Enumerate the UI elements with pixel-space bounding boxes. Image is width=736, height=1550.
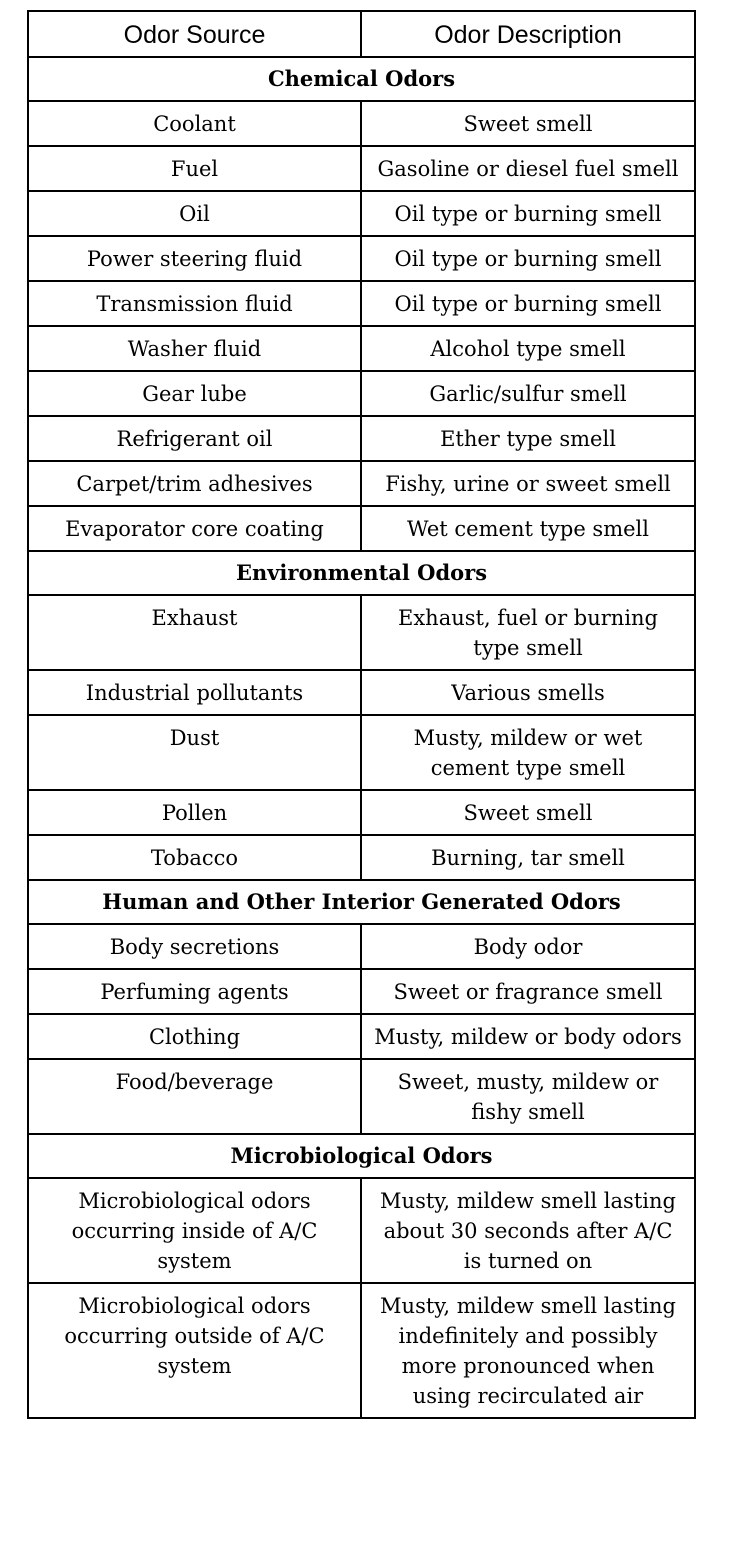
section-title: Chemical Odors (28, 57, 695, 101)
odor-description-cell: Oil type or burning smell (361, 236, 695, 281)
odor-source-cell: Gear lube (28, 371, 361, 416)
odor-source-cell: Oil (28, 191, 361, 236)
table-row (28, 670, 695, 715)
odor-source-cell: Pollen (28, 790, 361, 835)
odor-source-cell: Refrigerant oil (28, 416, 361, 461)
table-row (28, 281, 695, 326)
odor-description-cell: Garlic/sulfur smell (361, 371, 695, 416)
table-row (28, 924, 695, 969)
table-row (28, 1283, 695, 1418)
table-row (28, 506, 695, 551)
odor-description-cell: Wet cement type smell (361, 506, 695, 551)
section-row (28, 880, 695, 924)
odor-description-cell: Musty, mildew smell lasting about 30 seconds after A/C is turned on (361, 1178, 695, 1283)
table-row (28, 371, 695, 416)
odor-description-cell: Sweet smell (361, 101, 695, 146)
table-row (28, 416, 695, 461)
odor-source-cell: Coolant (28, 101, 361, 146)
table-row (28, 835, 695, 880)
odor-description-cell: Various smells (361, 670, 695, 715)
odor-source-cell: Body secretions (28, 924, 361, 969)
odor-source-cell: Dust (28, 715, 361, 790)
odor-source-cell: Exhaust (28, 595, 361, 670)
odor-source-cell: Perfuming agents (28, 969, 361, 1014)
odor-description-cell: Oil type or burning smell (361, 191, 695, 236)
odor-source-cell: Carpet/trim adhesives (28, 461, 361, 506)
table-row (28, 1059, 695, 1134)
odor-description-cell: Alcohol type smell (361, 326, 695, 371)
odor-description-cell: Body odor (361, 924, 695, 969)
section-row (28, 57, 695, 101)
odor-source-cell: Microbiological odors occurring outside of A/C system (28, 1283, 361, 1418)
odor-description-cell: Exhaust, fuel or burning type smell (361, 595, 695, 670)
odor-description-cell: Gasoline or diesel fuel smell (361, 146, 695, 191)
odor-source-cell: Transmission fluid (28, 281, 361, 326)
odor-description-cell: Sweet, musty, mildew or fishy smell (361, 1059, 695, 1134)
table-row (28, 1014, 695, 1059)
odor-description-cell: Musty, mildew smell lasting indefinitely and possibly more pronounced when using recirculated air (361, 1283, 695, 1418)
odor-description-cell: Sweet or fragrance smell (361, 969, 695, 1014)
table-row (28, 326, 695, 371)
odor-source-cell: Fuel (28, 146, 361, 191)
odor-description-cell: Fishy, urine or sweet smell (361, 461, 695, 506)
table-row (28, 236, 695, 281)
section-title: Environmental Odors (28, 551, 695, 595)
odor-description-cell: Musty, mildew or body odors (361, 1014, 695, 1059)
odor-description-cell: Musty, mildew or wet cement type smell (361, 715, 695, 790)
odor-source-cell: Power steering fluid (28, 236, 361, 281)
odor-source-cell: Tobacco (28, 835, 361, 880)
odor-description-cell: Ether type smell (361, 416, 695, 461)
odor-description-cell: Burning, tar smell (361, 835, 695, 880)
odor-source-cell: Industrial pollutants (28, 670, 361, 715)
table-row (28, 790, 695, 835)
odor-source-cell: Clothing (28, 1014, 361, 1059)
table-row (28, 969, 695, 1014)
section-row (28, 551, 695, 595)
table-row (28, 595, 695, 670)
odor-source-cell: Evaporator core coating (28, 506, 361, 551)
header-odor-description: Odor Description (361, 11, 695, 57)
section-title: Human and Other Interior Generated Odors (28, 880, 695, 924)
odor-description-cell: Sweet smell (361, 790, 695, 835)
odor-description-cell: Oil type or burning smell (361, 281, 695, 326)
table-row (28, 101, 695, 146)
table-row (28, 191, 695, 236)
table-row (28, 146, 695, 191)
odor-source-cell: Washer fluid (28, 326, 361, 371)
table-row (28, 1178, 695, 1283)
table-body (28, 57, 695, 1418)
section-row (28, 1134, 695, 1178)
table-row (28, 715, 695, 790)
header-odor-source: Odor Source (28, 11, 361, 57)
table-row (28, 461, 695, 506)
table-header-row (28, 11, 695, 57)
odor-source-cell: Food/beverage (28, 1059, 361, 1134)
odor-source-cell: Microbiological odors occurring inside of A/C system (28, 1178, 361, 1283)
section-title: Microbiological Odors (28, 1134, 695, 1178)
odor-table (27, 10, 696, 1419)
